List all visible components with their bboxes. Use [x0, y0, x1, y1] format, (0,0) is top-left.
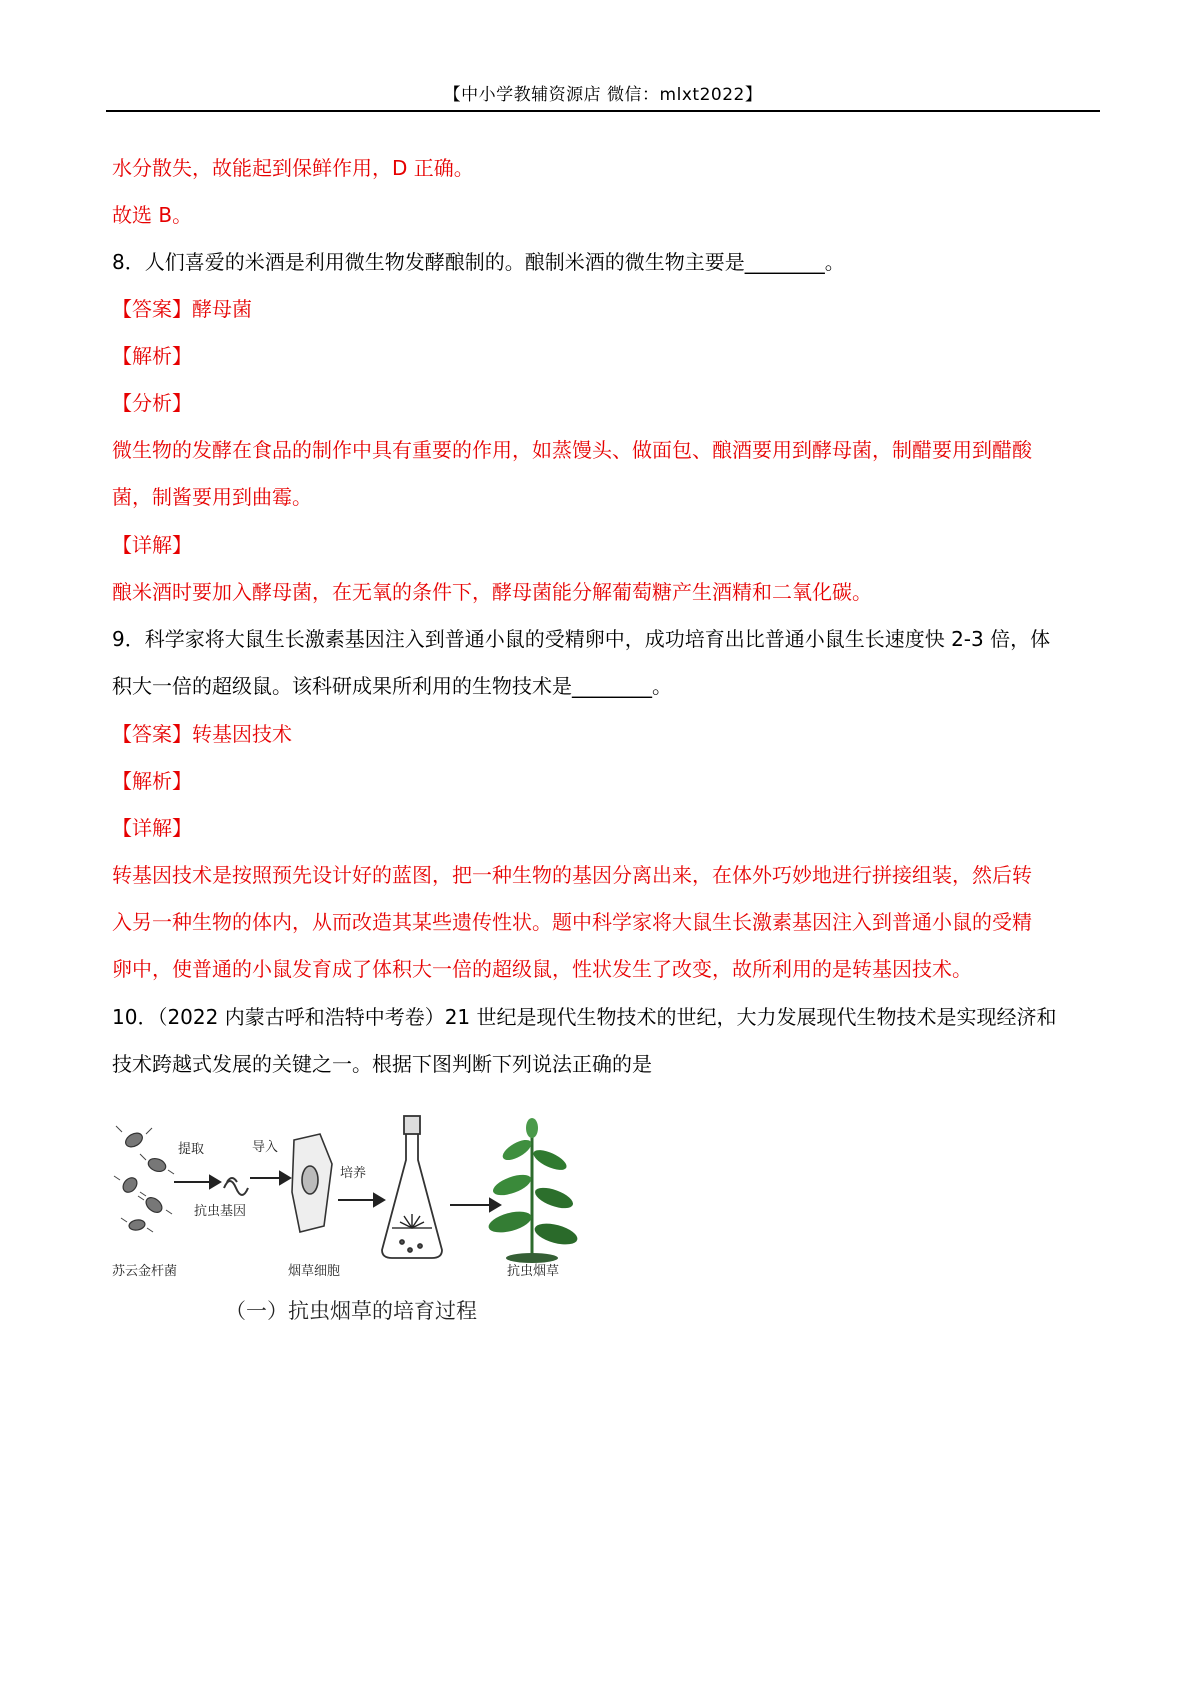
- fenxi-paragraph: [112, 427, 1092, 521]
- answer-text: 酵母菌: [192, 297, 252, 321]
- label-extract: 提取: [178, 1142, 205, 1157]
- answer-9: [112, 721, 1092, 747]
- text-line: 技术跨越式发展的关键之一。根据下图判断下列说法正确的是: [112, 1052, 652, 1076]
- jiexi-tag: 【解析】: [112, 769, 192, 793]
- fenxi-tag: 【分析】: [112, 391, 192, 415]
- plant-icon: [486, 1118, 579, 1263]
- text-line: 入另一种生物的体内，从而改造其某些遗传性状。题中科学家将大鼠生长激素基因注入到普通小鼠的受精: [112, 910, 1032, 934]
- header-rule: [106, 110, 1100, 112]
- figure-caption: （一）抗虫烟草的培育过程: [225, 1299, 477, 1323]
- question-9: [112, 616, 1092, 710]
- page-header: 【中小学教辅资源店 微信：mlxt2022】: [443, 85, 763, 105]
- label-plant: 抗虫烟草: [507, 1264, 560, 1279]
- text-line: 水分散失，故能起到保鲜作用，D 正确。: [112, 156, 474, 180]
- question-8: 8．人们喜爱的米酒是利用微生物发酵酿制的。酿制米酒的微生物主要是________。: [112, 250, 845, 274]
- arrow-icon: [450, 1199, 500, 1211]
- answer-8: [112, 296, 1092, 322]
- label-gene: 抗虫基因: [194, 1204, 247, 1219]
- text-line: 积大一倍的超级鼠。该科研成果所利用的生物技术是________。: [112, 674, 672, 698]
- label-cell: 烟草细胞: [288, 1264, 341, 1279]
- document-body: [112, 155, 1092, 1099]
- jiexi-tag: 【解析】: [112, 344, 192, 368]
- label-import: 导入: [252, 1140, 279, 1155]
- xiangjie-text: 酿米酒时要加入酵母菌，在无氧的条件下，酵母菌能分解葡萄糖产生酒精和二氧化碳。: [112, 580, 872, 604]
- bacteria-icon: [114, 1126, 174, 1232]
- arrow-icon: [174, 1176, 220, 1188]
- arrow-icon: [338, 1194, 384, 1206]
- text-line: 故选 B。: [112, 203, 193, 227]
- flask-icon: [382, 1116, 442, 1258]
- label-culture: 培养: [340, 1166, 367, 1181]
- text-line: 卵中，使普通的小鼠发育成了体积大一倍的超级鼠，性状发生了改变，故所利用的是转基因技术。: [112, 957, 972, 981]
- text-line: 9．科学家将大鼠生长激素基因注入到普通小鼠的受精卵中，成功培育出比普通小鼠生长速度快 2-3 倍，体: [112, 627, 1051, 651]
- answer-text: 转基因技术: [192, 722, 292, 746]
- label-bacteria: 苏云金杆菌: [112, 1264, 178, 1279]
- process-diagram: [112, 1110, 592, 1280]
- text-line: 10．（2022 内蒙古呼和浩特中考卷）21 世纪是现代生物技术的世纪，大力发展现代生物技术是实现经济和: [112, 1005, 1057, 1029]
- answer-tag: 【答案】: [112, 297, 192, 321]
- answer-tag: 【答案】: [112, 722, 192, 746]
- arrow-icon: [250, 1172, 290, 1184]
- text-line: 菌，制酱要用到曲霉。: [112, 485, 312, 509]
- xiangjie-tag: 【详解】: [112, 533, 192, 557]
- gene-icon: [224, 1178, 248, 1195]
- xiangjie-paragraph: [112, 852, 1092, 993]
- text-line: 转基因技术是按照预先设计好的蓝图，把一种生物的基因分离出来，在体外巧妙地进行拼接组装，然后转: [112, 863, 1032, 887]
- cell-icon: [292, 1134, 332, 1232]
- xiangjie-tag: 【详解】: [112, 816, 192, 840]
- question-10: [112, 994, 1092, 1088]
- text-line: 微生物的发酵在食品的制作中具有重要的作用，如蒸馒头、做面包、酿酒要用到酵母菌，制醋要用到醋酸: [112, 438, 1032, 462]
